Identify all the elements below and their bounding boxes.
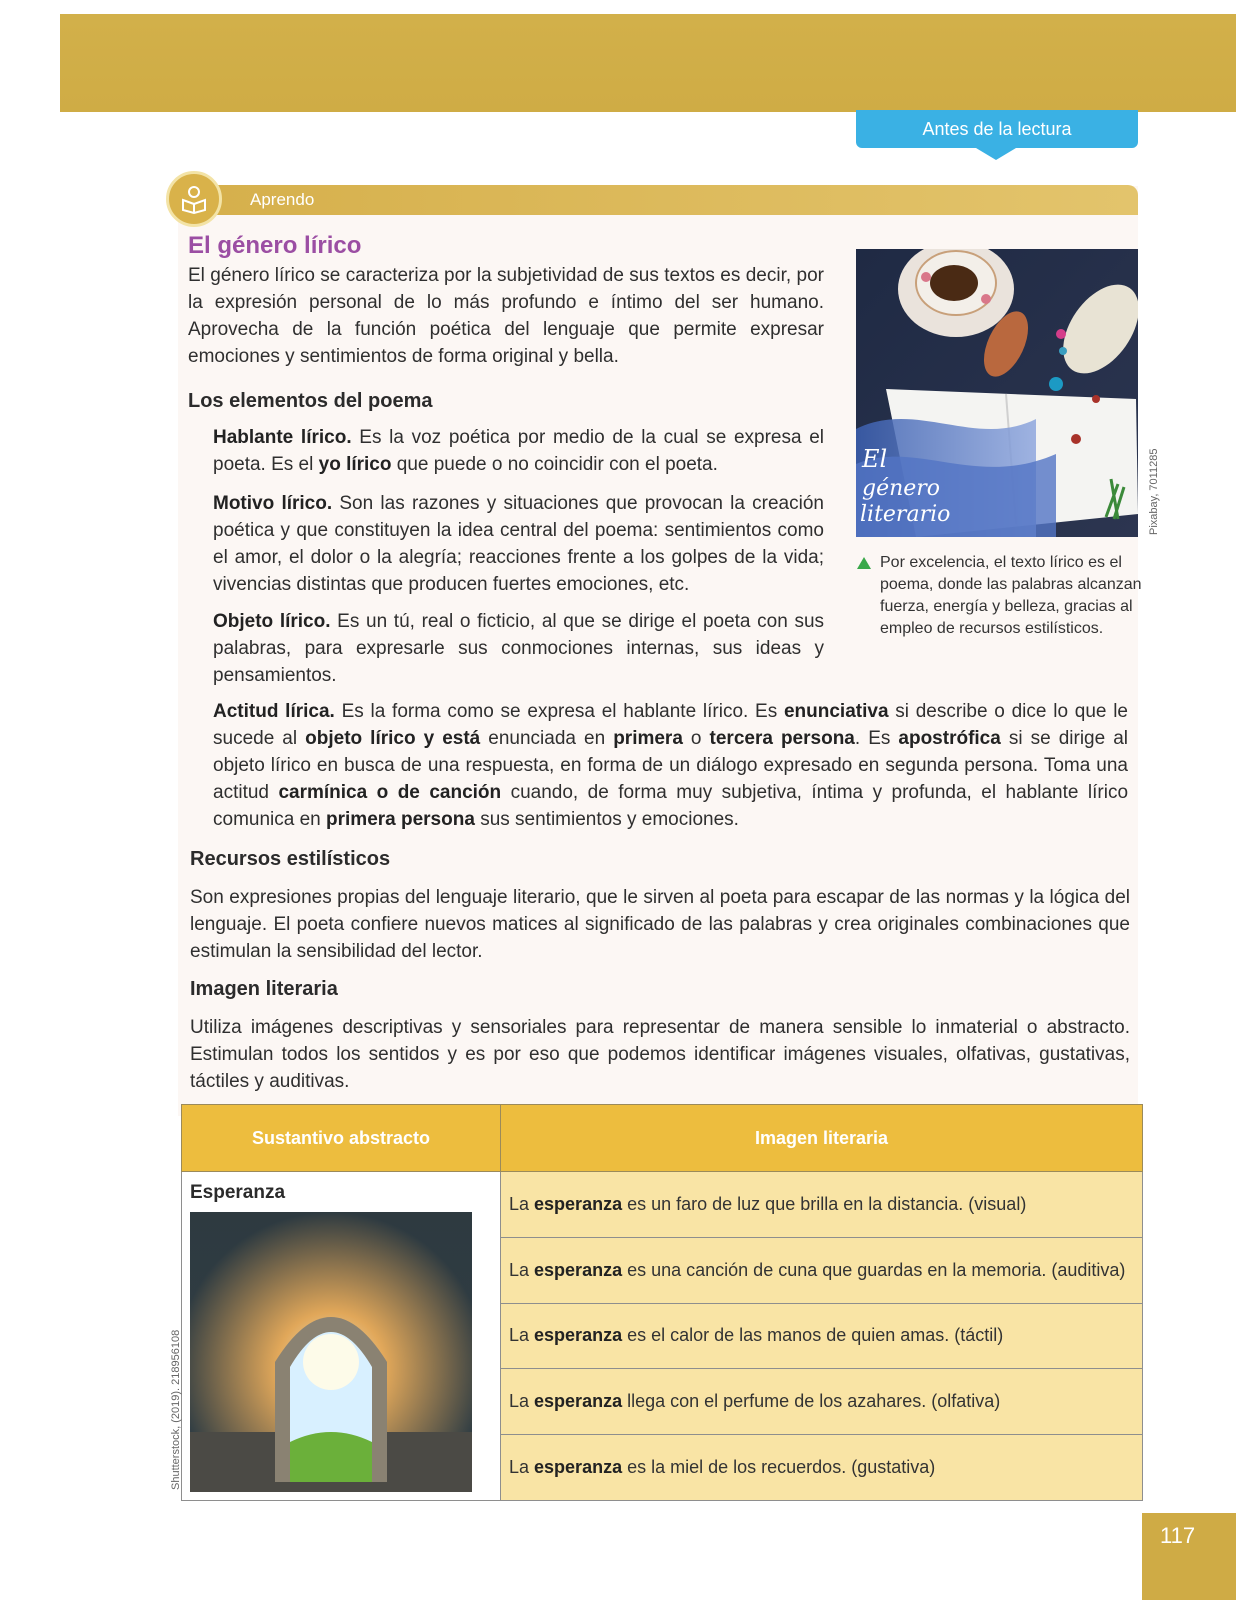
- section-title: El género lírico: [188, 232, 362, 259]
- row-text: La: [509, 1457, 535, 1478]
- imagen-cell-auditiva: [501, 1237, 1143, 1303]
- person-reading-icon: [166, 171, 222, 227]
- table-row: [182, 1172, 1143, 1238]
- table-header-row: [182, 1105, 1143, 1172]
- hablante-bold: yo lírico: [318, 454, 392, 475]
- actitud-text: cuando, de forma muy subjetiva, íntima y profunda, el hablante lírico comunica en: [213, 782, 1129, 830]
- actitud-text: si se dirige al objeto lírico en busca de una respuesta, en forma de un diálogo expresado en segunda persona. Toma una actitud: [213, 728, 1129, 803]
- section-tab-label: Antes de la lectura: [922, 118, 1072, 139]
- motivo-term: Motivo lírico.: [213, 493, 333, 514]
- actitud-bold: apostrófica: [898, 728, 1001, 749]
- noun-label: Esperanza: [190, 1182, 286, 1203]
- top-color-band: [60, 14, 1236, 112]
- motivo-text: Son las razones y situaciones que provocan la creación poética y que constituyen la idea central del poema: sentimientos como el amor, el dolor o la alegría; reacciones frente a los golpes de la vida; vivencias distintas que producen fuertes emociones, etc.: [213, 493, 824, 595]
- row-text: La: [509, 1325, 535, 1346]
- hablante-text1: Es la voz poética por medio de la cual se expresa el poeta. Es el: [213, 427, 825, 475]
- imagen-paragraph: Utiliza imágenes descriptivas y sensoriales para representar de manera sensible lo inmaterial o abstracto. Estimulan todos los sentidos y es por eso que podemos identificar imágenes visuales, olfativas, gustativas, táctiles y auditivas.: [190, 1017, 1130, 1092]
- actitud-text: enunciada en: [480, 728, 614, 749]
- imagen-cell-tactil: [501, 1303, 1143, 1369]
- row-bold: esperanza: [534, 1391, 623, 1412]
- image-credit: Shutterstock, (2019). 218956108: [170, 1329, 182, 1490]
- row-text: La: [509, 1391, 535, 1412]
- recursos-paragraph: Son expresiones propias del lenguaje literario, que le sirven al poeta para escapar de las normas y la lógica del lenguaje. El poeta confiere nuevos matices al significado de las palabras y crea originales combinaciones que estimulan la sensibilidad del lector.: [190, 887, 1130, 962]
- actitud-lirica-paragraph: [213, 698, 1128, 833]
- aprendo-label: Aprendo: [250, 190, 315, 209]
- actitud-text: Es la forma como se expresa el hablante lírico. Es: [334, 701, 784, 722]
- svg-text:literario: literario: [860, 502, 951, 527]
- actitud-text: . Es: [854, 728, 899, 749]
- actitud-text: o: [682, 728, 710, 749]
- poem-book-photo: [856, 249, 1138, 537]
- archway-image: [190, 1212, 472, 1492]
- book-title-text: El: [862, 445, 888, 473]
- svg-text:género: género: [862, 476, 941, 501]
- actitud-bold: primera persona: [326, 809, 475, 830]
- row-bold: esperanza: [534, 1325, 623, 1346]
- row-text: La: [509, 1193, 535, 1214]
- imagen-heading: Imagen literaria: [190, 978, 338, 1000]
- noun-cell: [182, 1172, 501, 1501]
- row-bold: esperanza: [534, 1193, 623, 1214]
- actitud-bold: tercera persona: [709, 728, 855, 749]
- hablante-lirico-paragraph: [213, 424, 824, 478]
- row-text: La: [509, 1259, 535, 1280]
- objeto-term: Objeto lírico.: [213, 611, 331, 632]
- imagen-cell-olfativa: [501, 1369, 1143, 1435]
- aprendo-bar: [208, 185, 1138, 215]
- actitud-text: sus sentimientos y emociones.: [474, 809, 739, 830]
- imagen-cell-visual: [501, 1172, 1143, 1238]
- row-text: es la miel de los recuerdos. (gustativa): [622, 1457, 936, 1478]
- photo-caption: Por excelencia, el texto lírico es el poema, donde las palabras alcanzan fuerza, energía y belleza, gracias al empleo de recursos estilísticos.: [880, 554, 1142, 637]
- caption-triangle-icon: [857, 557, 871, 569]
- elements-heading: Los elementos del poema: [188, 390, 433, 412]
- col-header-imagen: Imagen literaria: [501, 1105, 1143, 1172]
- page-number-text: 117: [1160, 1523, 1196, 1548]
- hablante-term: Hablante lírico.: [213, 427, 352, 448]
- actitud-term: Actitud lírica.: [213, 701, 335, 722]
- recursos-heading: Recursos estilísticos: [190, 848, 391, 870]
- objeto-text: Es un tú, real o ficticio, al que se dirige el poeta con sus palabras, para expresarle sus conmociones internas, sus ideas y pensamientos.: [213, 611, 825, 686]
- objeto-lirico-paragraph: [213, 608, 824, 689]
- row-bold: esperanza: [534, 1259, 623, 1280]
- row-text: es un faro de luz que brilla en la distancia. (visual): [622, 1193, 1027, 1214]
- actitud-bold: primera: [613, 728, 683, 749]
- imagen-cell-gustativa: [501, 1435, 1143, 1501]
- row-text: es el calor de las manos de quien amas. (táctil): [622, 1325, 1004, 1346]
- actitud-bold: objeto lírico y está: [305, 728, 481, 749]
- actitud-text: si describe o dice lo que le sucede al: [213, 701, 1128, 749]
- page-number: [1142, 1513, 1236, 1600]
- hablante-text2: que puede o no coincidir con el poeta.: [391, 454, 718, 475]
- row-text: llega con el perfume de los azahares. (olfativa): [622, 1391, 1001, 1412]
- row-bold: esperanza: [534, 1457, 623, 1478]
- motivo-lirico-paragraph: [213, 490, 824, 598]
- intro-paragraph: El género lírico se caracteriza por la subjetividad de sus textos es decir, por la expresión personal de lo más profundo e íntimo del ser humano. Aprovecha de la función poética del lenguaje que permite expresar emociones y sentimientos de forma original y bella.: [188, 265, 824, 367]
- actitud-bold: carmínica o de canción: [278, 782, 502, 803]
- row-text: es una canción de cuna que guardas en la memoria. (auditiva): [622, 1259, 1126, 1280]
- photo-credit: Pixabay, 7011285: [1148, 448, 1160, 535]
- section-tab: [856, 110, 1138, 148]
- actitud-bold: enunciativa: [783, 701, 889, 722]
- col-header-sustantivo: Sustantivo abstracto: [182, 1105, 501, 1172]
- imagen-literaria-table: [181, 1104, 1143, 1501]
